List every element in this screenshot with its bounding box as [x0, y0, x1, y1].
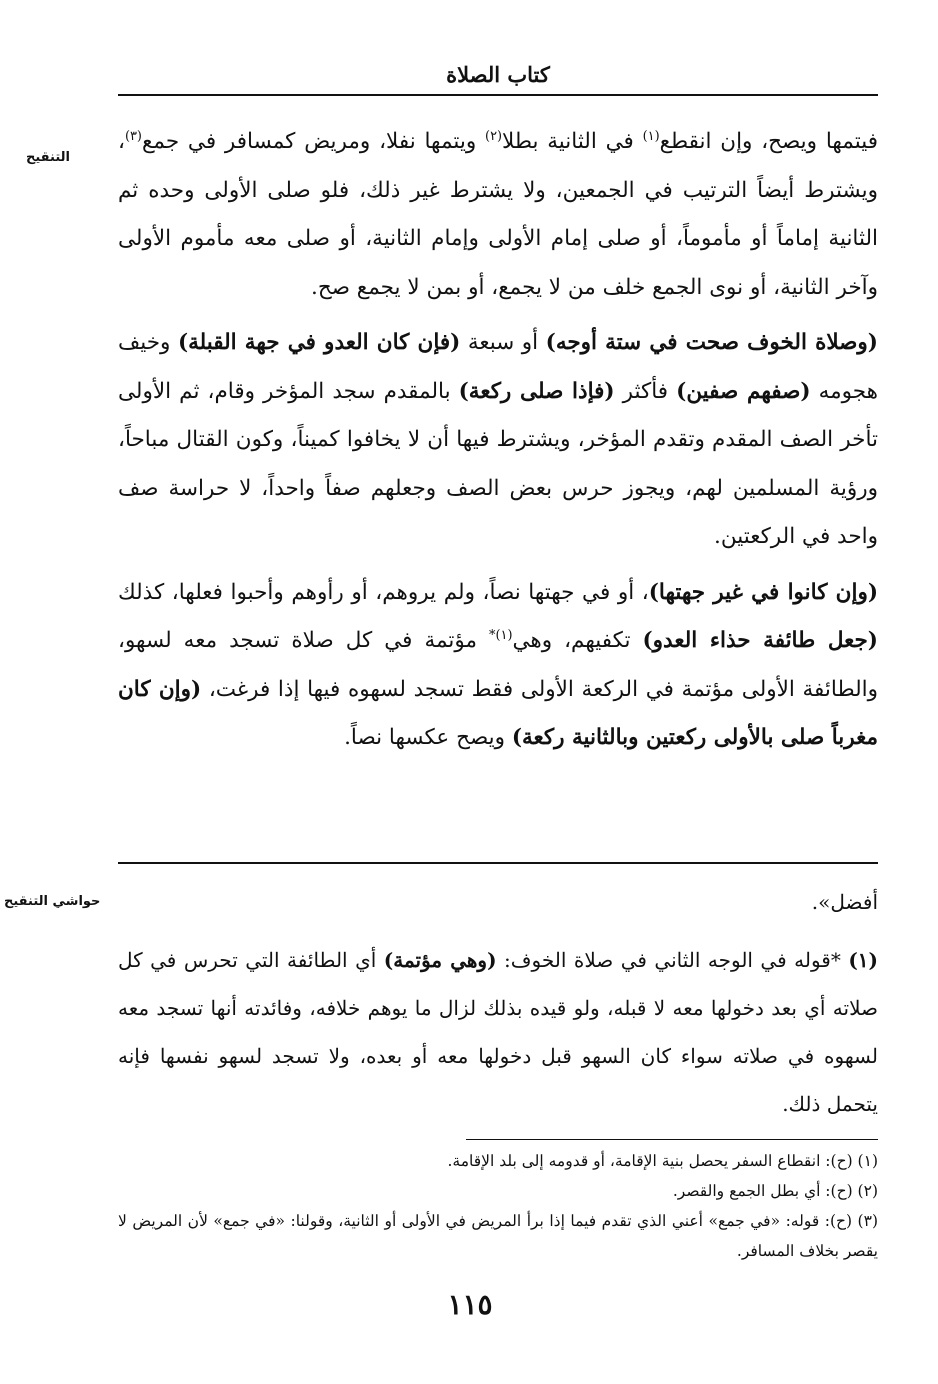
quoted-matn: (وهي مؤتمة): [383, 948, 497, 972]
text-run: *قوله في الوجه الثاني في صلاة الخوف:: [496, 948, 849, 972]
footnote-1: (١) (ح): انقطاع السفر يحصل بنية الإقامة، أو قدومه إلى بلد الإقامة.: [447, 1152, 878, 1170]
note-number: (١): [848, 948, 878, 972]
footnote-ref: (١)*: [489, 627, 513, 643]
text-run: في الثانية بطلا: [502, 129, 643, 154]
text-run: بالمقدم سجد المؤخر وقام، ثم الأولى تأخر الصف المقدم وتقدم المؤخر، ويشترط فيها أن لا يخافوا كميناً، وكون القتال مباحاً، ورؤية المسلمين لهم، ويجوز حرس بعض الصف وجعلهم صفاً واحداً، لا حراسة صف واحد في الركعتين.: [118, 378, 878, 549]
running-header: كتاب الصلاة: [446, 62, 550, 87]
text-run: أي الطائفة التي تحرس في كل صلاته أي بعد دخولها معه لا قبله، ولو قيده بذلك لزال ما يوهم خلافه، وفائدته أنها تسجد معه لسهوه في صلاته سواء كان السهو قبل دخولها معه أو بعده، ولا تسجد لسهو نفسها فإنه يتحمل ذلك.: [118, 948, 878, 1116]
margin-label-tanqih: التنقيح: [26, 150, 70, 165]
main-paragraph-2: [118, 319, 878, 562]
margin-label-hawashi: حواشي التنقيح: [4, 894, 101, 909]
text-run: تكفيهم، وهي: [512, 628, 643, 653]
text-run: مؤتمة في كل صلاة تسجد معه لسهو، والطائفة الأولى مؤتمة في الركعة الأولى فقط تسجد لسهوه فيها إذا فرغت،: [118, 628, 878, 702]
hawashi-text: [118, 878, 878, 1128]
footnote-2: (٢) (ح): أي بطل الجمع والقصر.: [672, 1182, 878, 1200]
matn-text: (وإن كان مغرباً صلى بالأولى ركعتين وبالثانية ركعة): [118, 676, 878, 750]
matn-text: (وإن كانوا في غير جهتها): [648, 579, 878, 605]
text-run: ، ويشترط أيضاً الترتيب في الجمعين، ولا يشترط غير ذلك، فلو صلى الأولى وحده ثم الثانية إماماً أو مأموماً، أو صلى إمام الأولى وإمام الثانية، أو صلى معه مأموم الأولى وآخر الثانية، أو نوى الجمع خلف من لا يجمع، أو بمن لا يجمع صح.: [118, 129, 878, 300]
main-paragraph-3: [118, 569, 878, 763]
text-run: ، أو في جهتها نصاً، ولم يروهم، أو رأوهم وأحبوا فعلها، كذلك: [118, 579, 649, 605]
text-run: ويصح عكسها نصاً.: [344, 725, 512, 750]
footnote-ref: (٢): [485, 128, 503, 144]
text-run: وخيف هجومه: [118, 330, 878, 404]
page-number: ١١٥: [447, 1288, 493, 1321]
main-text: [118, 118, 878, 763]
footnote-ref: (٣): [124, 128, 142, 144]
header-rule: [118, 94, 878, 96]
matn-text: (وصلاة الخوف صحت في ستة أوجه): [545, 330, 878, 355]
main-paragraph-1: [118, 118, 878, 312]
matn-text: (جعل طائفة حذاء العدو): [642, 628, 878, 653]
hawashi-continuation: أفضل».: [811, 890, 878, 914]
matn-text: (فإن كان العدو في جهة القبلة): [177, 330, 461, 355]
matn-text: (صفهم صفين): [676, 378, 811, 404]
matn-text: (فإذا صلى ركعة): [458, 378, 615, 404]
footnote-rule: [466, 1139, 878, 1140]
footnote-ref: (١): [642, 128, 660, 144]
hawashi-note-1: [118, 936, 878, 1128]
text-run: فيتمها ويصح، وإن انقطع: [659, 129, 878, 154]
footnotes: [118, 1146, 878, 1266]
text-run: أو سبعة: [460, 330, 546, 355]
footnote-3: (٣) (ح): قوله: «في جمع» أعني الذي تقدم فيما إذا برأ المريض في الأولى أو الثانية، وقولنا: «في جمع» لأن المريض لا يقصر بخلاف المسافر.: [118, 1212, 878, 1260]
text-run: ويتمها نفلا، ومريض كمسافر في جمع: [141, 129, 486, 154]
section-rule: [118, 862, 878, 864]
text-run: فأكثر: [614, 378, 677, 404]
